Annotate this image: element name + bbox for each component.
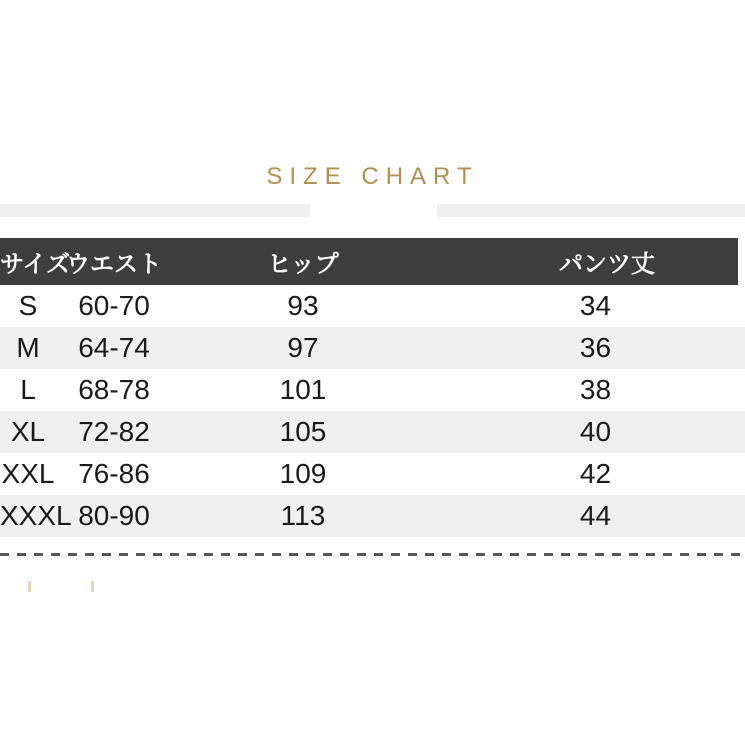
waist-cell: 76-86: [78, 458, 150, 489]
table-row-s: [0, 285, 745, 327]
size-chart-table: [0, 285, 745, 537]
hip-cell: 97: [287, 332, 319, 363]
column-header-size: サイズ: [0, 251, 71, 278]
size-chart-header-row: [0, 238, 738, 285]
table-row-xxl: [0, 453, 745, 495]
column-header-waist: ウエスト: [66, 251, 162, 278]
pants-length-cell: 44: [579, 500, 612, 531]
accent-bar-right: [437, 204, 745, 217]
column-header-pants-length: パンツ丈: [559, 251, 655, 278]
size-cell: XXXL: [0, 500, 72, 531]
waist-cell: 68-78: [78, 374, 150, 405]
size-cell: L: [20, 374, 36, 405]
table-row-l: [0, 369, 745, 411]
hip-cell: 101: [279, 374, 327, 405]
pants-length-cell: 34: [579, 290, 612, 321]
dashed-divider: [0, 553, 745, 556]
pants-length-cell: 42: [579, 458, 612, 489]
waist-cell: 72-82: [78, 416, 150, 447]
photo-artifact-mark: [91, 581, 94, 592]
size-cell: XXL: [1, 458, 55, 489]
size-chart-title: SIZE CHART: [266, 163, 479, 190]
table-row-xl: [0, 411, 745, 453]
hip-cell: 109: [279, 458, 327, 489]
column-header-hip: ヒップ: [267, 251, 339, 278]
size-cell: XL: [10, 416, 46, 447]
hip-cell: 113: [280, 500, 326, 531]
hip-cell: 105: [279, 416, 327, 447]
photo-artifact-mark: [28, 581, 31, 592]
pants-length-cell: 40: [579, 416, 612, 447]
waist-cell: 60-70: [78, 290, 150, 321]
waist-cell: 80-90: [78, 500, 150, 531]
hip-cell: 93: [287, 290, 319, 321]
waist-cell: 64-74: [78, 332, 150, 363]
pants-length-cell: 38: [579, 374, 612, 405]
table-row-m: [0, 327, 745, 369]
table-row-xxxl: [0, 495, 745, 537]
accent-bar-left: [0, 204, 310, 217]
pants-length-cell: 36: [579, 332, 612, 363]
size-cell: M: [16, 332, 40, 363]
size-cell: S: [18, 290, 38, 321]
